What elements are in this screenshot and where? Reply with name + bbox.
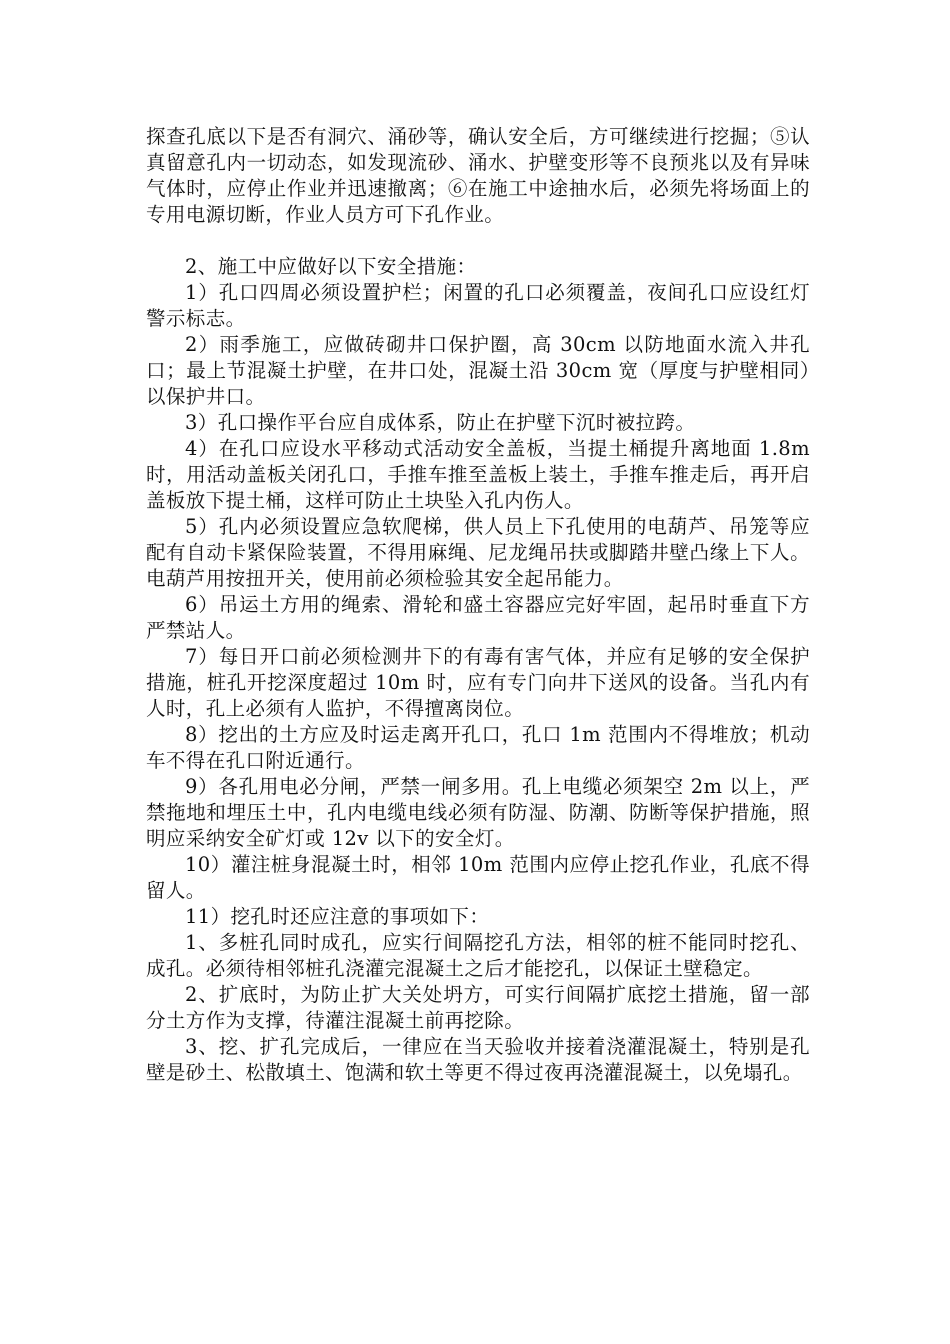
paragraph-subitem-2: 2、扩底时，为防止扩大关处坍方，可实行间隔扩底挖土措施，留一部分土方作为支撑，待灌注混凝土前再挖除。	[146, 983, 810, 1032]
paragraph-item-4: 4）在孔口应设水平移动式活动安全盖板，当提土桶提升离地面 1.8m 时，用活动盖板关闭孔口，手推车推至盖板上装土，手推车推走后，再开启盖板放下提土桶，这样可防止土块坠入孔内伤人。	[146, 437, 810, 512]
paragraph-continued-text: 探查孔底以下是否有洞穴、涌砂等，确认安全后，方可继续进行挖掘；⑤认真留意孔内一切动态，如发现流砂、涌水、护壁变形等不良预兆以及有异味气体时，应停止作业并迅速撤离；⑥在施工中途抽水后，必须先将场面上的专用电源切断，作业人员方可下孔作业。	[146, 125, 810, 226]
paragraph-item-10: 10）灌注桩身混凝土时，相邻 10m 范围内应停止挖孔作业，孔底不得留人。	[146, 853, 810, 902]
paragraph-item-6: 6）吊运土方用的绳索、滑轮和盛土容器应完好牢固，起吊时垂直下方严禁站人。	[146, 593, 810, 642]
section-heading-safety-measures: 2、施工中应做好以下安全措施：	[185, 255, 477, 278]
paragraph-item-2: 2）雨季施工，应做砖砌井口保护圈，高 30cm 以防地面水流入井孔口；最上节混凝土护壁，在井口处，混凝土沿 30cm 宽（厚度与护壁相同）以保护井口。	[146, 333, 810, 408]
paragraph-item-1: 1）孔口四周必须设置护栏；闲置的孔口必须覆盖，夜间孔口应设红灯警示标志。	[146, 281, 810, 330]
paragraph-item-7: 7）每日开口前必须检测井下的有毒有害气体，并应有足够的安全保护措施，桩孔开挖深度超过 10m 时，应有专门向井下送风的设备。当孔内有人时，孔上必须有人监护，不得擅离岗位。	[146, 645, 810, 720]
paragraph-item-8: 8）挖出的土方应及时运走离开孔口，孔口 1m 范围内不得堆放；机动车不得在孔口附近通行。	[146, 723, 810, 772]
paragraph-subitem-1: 1、多桩孔同时成孔，应实行间隔挖孔方法，相邻的桩不能同时挖孔、成孔。必须待相邻桩孔浇灌完混凝土之后才能挖孔，以保证土壁稳定。	[146, 931, 810, 980]
paragraph-item-3: 3）孔口操作平台应自成体系，防止在护壁下沉时被拉跨。	[185, 411, 696, 434]
paragraph-subitem-3: 3、挖、扩孔完成后，一律应在当天验收并接着浇灌混凝土，特别是孔壁是砂土、松散填土、饱满和软土等更不得过夜再浇灌混凝土，以免塌孔。	[146, 1035, 810, 1084]
paragraph-item-5: 5）孔内必须设置应急软爬梯，供人员上下孔使用的电葫芦、吊笼等应配有自动卡紧保险装置，不得用麻绳、尼龙绳吊扶或脚踏井壁凸缘上下人。电葫芦用按扭开关，使用前必须检验其安全起吊能力。	[146, 515, 810, 590]
paragraph-item-9: 9）各孔用电必分闸，严禁一闸多用。孔上电缆必须架空 2m 以上，严禁拖地和埋压土中，孔内电缆电线必须有防湿、防潮、防断等保护措施，照明应采纳安全矿灯或 12v 以下的安全灯。	[146, 775, 810, 850]
document-body	[146, 124, 810, 1086]
paragraph-item-11: 11）挖孔时还应注意的事项如下：	[185, 905, 490, 928]
